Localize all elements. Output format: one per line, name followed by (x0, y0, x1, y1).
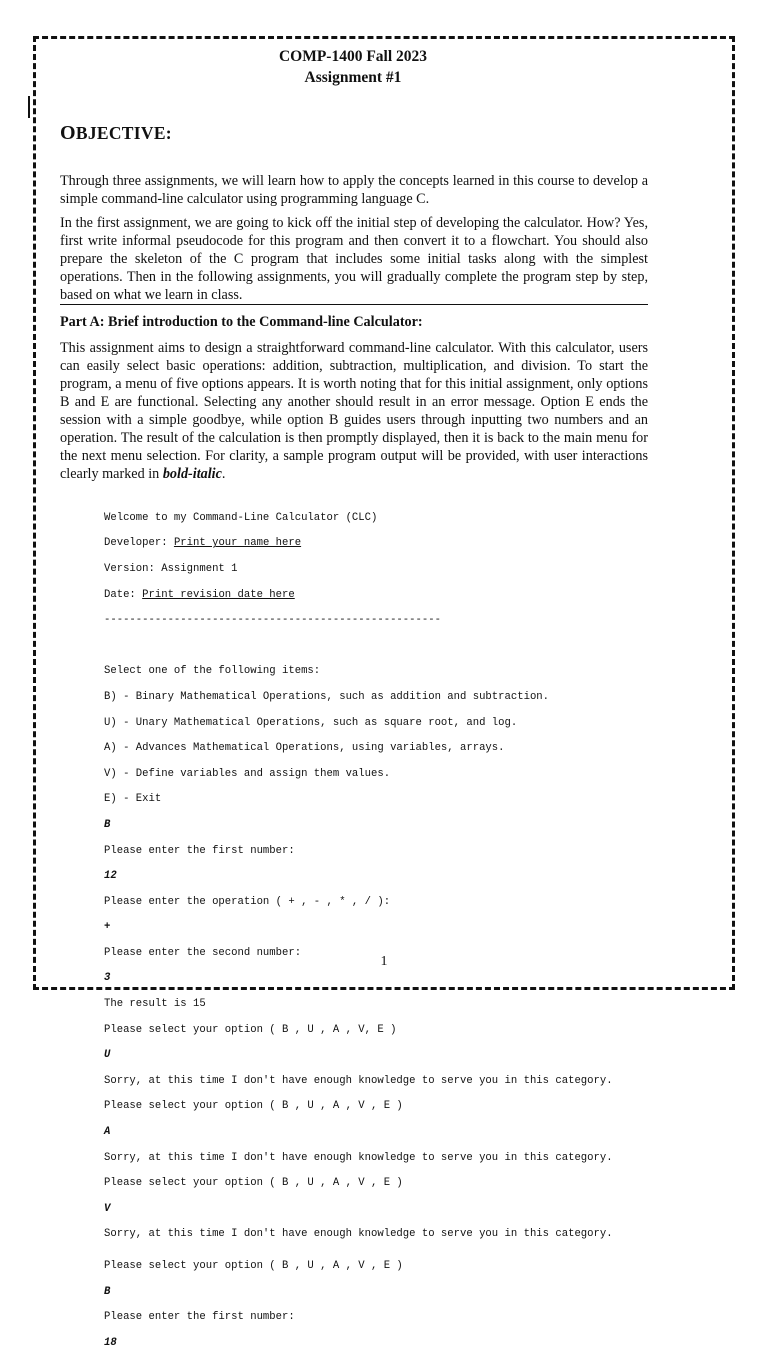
code-line: Please select your option ( B , U , A , V , E ) (104, 1100, 403, 1113)
code-line: Please select your option ( B , U , A , V, E ) (104, 1023, 397, 1036)
menu-item-e: E) - Exit (104, 793, 162, 806)
user-input: B (104, 818, 111, 831)
code-line: Please select your option ( B , U , A , V , E ) (104, 1260, 403, 1273)
paragraph-first-assignment: In the first assignment, we are going to kick off the initial step of developing the calculator. How? Yes, first write informal pseudocode for this program and then convert it to a flowchart. You should also prepare the skeleton of the C program that includes some initial tasks along with the simplest operations. Then in the following assignments, you will gradually complete the program step by step, based on what we learn in class. (60, 215, 648, 303)
code-line: Please select your option ( B , U , A , V , E ) (104, 1177, 403, 1190)
paragraph-part-a (60, 339, 648, 483)
date-value: Print revision date here (142, 588, 295, 601)
developer-label: Developer: (104, 537, 174, 550)
code-line-developer (104, 537, 664, 550)
user-input: V (104, 1202, 111, 1215)
code-separator: ----------------------------------------------------- (104, 614, 441, 627)
document-header (0, 46, 706, 88)
code-line: Please enter the first number: (104, 1311, 295, 1324)
user-input: 18 (104, 1336, 117, 1349)
menu-item-a: A) - Advances Mathematical Operations, using variables, arrays. (104, 742, 505, 755)
user-input: 3 (104, 972, 111, 985)
code-line: Please enter the second number: (104, 946, 302, 959)
code-line: Sorry, at this time I don't have enough knowledge to serve you in this category. (104, 1074, 613, 1087)
code-line: Version: Assignment 1 (104, 562, 238, 575)
user-input: + (104, 921, 111, 934)
page-number: 1 (380, 954, 388, 969)
document-body (60, 172, 648, 489)
objective-rest: BJECTIVE: (75, 123, 172, 143)
part-a-heading: Part A: Brief introduction to the Command-line Calculator: (60, 314, 423, 330)
date-label: Date: (104, 588, 143, 601)
section-divider (60, 304, 648, 305)
code-blank (104, 640, 664, 653)
code-line: Please enter the operation ( + , - , * , / ): (104, 895, 391, 908)
user-input: B (104, 1285, 111, 1298)
menu-item-u: U) - Unary Mathematical Operations, such as square root, and log. (104, 716, 518, 729)
user-input: U (104, 1049, 111, 1062)
menu-item-b: B) - Binary Mathematical Operations, such as addition and subtraction. (104, 690, 550, 703)
menu-item-v: V) - Define variables and assign them values. (104, 767, 391, 780)
code-line: Please enter the first number: (104, 844, 295, 857)
text-cursor (28, 96, 30, 118)
code-line: Sorry, at this time I don't have enough knowledge to serve you in this category. (104, 1151, 613, 1164)
assignment-title: Assignment #1 (304, 69, 402, 86)
user-input: A (104, 1126, 111, 1139)
bold-italic-term: bold-italic (162, 466, 222, 482)
code-line: Welcome to my Command-Line Calculator (CLC) (104, 511, 378, 524)
code-line: Select one of the following items: (104, 665, 321, 678)
sample-program-output (104, 499, 664, 1362)
user-input: 12 (104, 870, 117, 883)
part-a-text: This assignment aims to design a straightforward command-line calculator. With this calculator, users can easily select basic operations: addition, subtraction, multiplication, and division. To start the program, a menu of five options appears. It is worth noting that for this initial assignment, only options B and E are functional. Selecting any another should result in an error message. Option E ends the session with a simple goodbye, while option B guides users through inputting two numbers and an operation. The result of the calculation is then promptly displayed, then it is back to the main menu for the next menu selection. For clarity, a sample program output will be provided, with user interactions clearly marked in (60, 340, 648, 482)
course-title: COMP-1400 Fall 2023 (278, 48, 428, 65)
part-a-end: . (221, 466, 226, 482)
objective-initial: O (60, 122, 76, 144)
paragraph-intro: Through three assignments, we will learn how to apply the concepts learned in this course to develop a simple command-line calculator using programming language C. (60, 173, 648, 207)
objective-heading (60, 122, 172, 145)
code-line: The result is 15 (104, 998, 206, 1011)
code-line: Sorry, at this time I don't have enough knowledge to serve you in this category. (104, 1228, 613, 1241)
code-line-date (104, 589, 664, 602)
developer-value: Print your name here (173, 537, 302, 550)
